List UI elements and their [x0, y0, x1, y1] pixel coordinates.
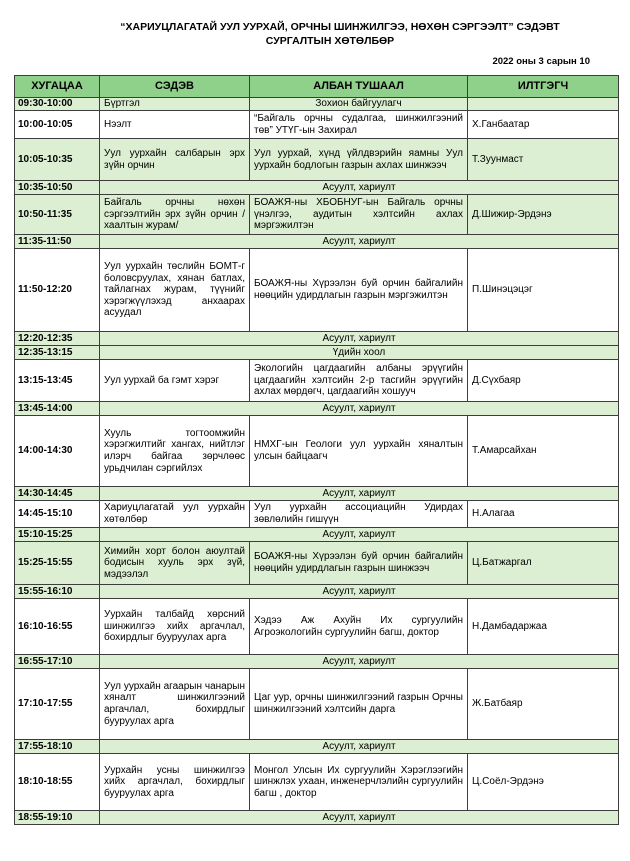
time-cell: 17:10-17:55	[15, 669, 100, 740]
break-label: Асуулт, хариулт	[100, 332, 619, 346]
position-cell: Зохион байгуулагч	[250, 98, 468, 111]
speaker-cell: Х.Ганбаатар	[468, 111, 619, 139]
speaker-cell: Ц.Батжаргал	[468, 542, 619, 585]
break-label: Асуулт, хариулт	[100, 655, 619, 669]
time-cell: 10:35-10:50	[15, 181, 100, 195]
time-cell: 14:45-15:10	[15, 501, 100, 528]
speaker-cell: Д.Шижир-Эрдэнэ	[468, 195, 619, 235]
table-header-row	[15, 76, 619, 98]
schedule-body	[15, 98, 619, 825]
time-cell: 12:35-13:15	[15, 346, 100, 360]
position-cell: Экологийн цагдаагийн албаны эрүүгийн цагдаагийн хэлтсийн 2-р тасгийн эрүүгийн ахлах мөрдөгч, цагдаагийн хошууч	[250, 360, 468, 402]
time-cell: 11:50-12:20	[15, 249, 100, 332]
schedule-break-row	[15, 740, 619, 754]
time-cell: 16:10-16:55	[15, 599, 100, 655]
schedule-break-row	[15, 585, 619, 599]
schedule-row	[15, 139, 619, 181]
topic-cell: Уул уурхайн агаарын чанарын хяналт шинжилгээний аргачлал, бохирдлыг бууруулах арга	[100, 669, 250, 740]
time-cell: 10:00-10:05	[15, 111, 100, 139]
schedule-row	[15, 501, 619, 528]
time-cell: 18:55-19:10	[15, 811, 100, 825]
schedule-row	[15, 249, 619, 332]
topic-cell: Уул уурхайн салбарын эрх зүйн орчин	[100, 139, 250, 181]
schedule-row	[15, 98, 619, 111]
schedule-break-row	[15, 235, 619, 249]
column-header-position: АЛБАН ТУШААЛ	[250, 76, 468, 98]
title-line-2: СУРГАЛТЫН ХӨТӨЛБӨР	[265, 35, 395, 47]
time-cell: 15:10-15:25	[15, 528, 100, 542]
time-cell: 14:00-14:30	[15, 416, 100, 487]
position-cell: БОАЖЯ-ны Хүрээлэн буй орчин байгалийн нөөцийн удирдлагын газрын шинжээч	[250, 542, 468, 585]
topic-cell: Хариуцлагатай уул уурхайн хөтөлбөр	[100, 501, 250, 528]
schedule-row	[15, 669, 619, 740]
time-cell: 14:30-14:45	[15, 487, 100, 501]
schedule-break-row	[15, 811, 619, 825]
topic-cell: Уурхайн талбайд хөрсний шинжилгээ хийх аргачлал, бохирдлыг бууруулах арга	[100, 599, 250, 655]
time-cell: 18:10-18:55	[15, 754, 100, 811]
schedule-break-row	[15, 528, 619, 542]
schedule-break-row	[15, 402, 619, 416]
topic-cell: Уул уурхайн төслийн БОМТ-г боловсруулах, хянан батлах, тайлагнах журам, түүнийг хэрэгжүүлэхэд анхаарах асуудал	[100, 249, 250, 332]
topic-cell: Химийн хорт болон аюултай бодисын хууль эрх зүй, мэдээлэл	[100, 542, 250, 585]
schedule-break-row	[15, 332, 619, 346]
break-label: Үдийн хоол	[100, 346, 619, 360]
break-label: Асуулт, хариулт	[100, 235, 619, 249]
position-cell: НМХГ-ын Геологи уул уурхайн хяналтын улсын байцаагч	[250, 416, 468, 487]
break-label: Асуулт, хариулт	[100, 181, 619, 195]
column-header-time: ХУГАЦАА	[15, 76, 100, 98]
topic-cell: Байгаль орчны нөхөн сэргээлтийн эрх зүйн орчин /хаалтын журам/	[100, 195, 250, 235]
speaker-cell: Ж.Батбаяр	[468, 669, 619, 740]
break-label: Асуулт, хариулт	[100, 528, 619, 542]
schedule-row	[15, 360, 619, 402]
position-cell: “Байгаль орчны судалгаа, шинжилгээний төв” УТҮГ-ын Захирал	[250, 111, 468, 139]
schedule-break-row	[15, 181, 619, 195]
break-label: Асуулт, хариулт	[100, 585, 619, 599]
position-cell: Монгол Улсын Их сургуулийн Хэрэглээгийн шинжлэх ухаан, инженерчлэлийн сургуулийн багш , доктор	[250, 754, 468, 811]
topic-cell: Уул уурхай ба гэмт хэрэг	[100, 360, 250, 402]
speaker-cell: Д.Сүхбаяр	[468, 360, 619, 402]
position-cell: БОАЖЯ-ны Хүрээлэн буй орчин байгалийн нөөцийн удирдлагын газрын мэргэжилтэн	[250, 249, 468, 332]
schedule-row	[15, 416, 619, 487]
speaker-cell: П.Шинэцэцэг	[468, 249, 619, 332]
schedule-row	[15, 542, 619, 585]
time-cell: 13:45-14:00	[15, 402, 100, 416]
speaker-cell	[468, 98, 619, 111]
speaker-cell: Н.Алагаа	[468, 501, 619, 528]
schedule-break-row	[15, 655, 619, 669]
title-line-1: “ХАРИУЦЛАГАТАЙ УУЛ УУРХАЙ, ОРЧНЫ ШИНЖИЛГЭЭ, НӨХӨН СЭРГЭЭЛТ” СЭДЭВТ	[120, 21, 560, 33]
position-cell: Хэдээ Аж Ахуйн Их сургуулийн Агроэкологийн сургуулийн багш, доктор	[250, 599, 468, 655]
topic-cell: Бүртгэл	[100, 98, 250, 111]
time-cell: 10:05-10:35	[15, 139, 100, 181]
break-label: Асуулт, хариулт	[100, 402, 619, 416]
column-header-speaker: ИЛТГЭГЧ	[468, 76, 619, 98]
schedule-row	[15, 195, 619, 235]
topic-cell: Нээлт	[100, 111, 250, 139]
schedule-table	[14, 75, 619, 825]
speaker-cell: Т.Амарсайхан	[468, 416, 619, 487]
time-cell: 15:25-15:55	[15, 542, 100, 585]
time-cell: 13:15-13:45	[15, 360, 100, 402]
time-cell: 15:55-16:10	[15, 585, 100, 599]
speaker-cell: Ц.Соёл-Эрдэнэ	[468, 754, 619, 811]
document-date: 2022 оны 3 сарын 10	[492, 56, 590, 67]
time-cell: 16:55-17:10	[15, 655, 100, 669]
topic-cell: Хууль тогтоомжийн хэрэгжилтийг хангах, нийтлэг илэрч байгаа зөрчлөөс урьдчилан сэргийлэх	[100, 416, 250, 487]
time-cell: 11:35-11:50	[15, 235, 100, 249]
position-cell: Уул уурхайн ассоциацийн Удирдах зөвлөлийн гишүүн	[250, 501, 468, 528]
break-label: Асуулт, хариулт	[100, 740, 619, 754]
time-cell: 10:50-11:35	[15, 195, 100, 235]
break-label: Асуулт, хариулт	[100, 811, 619, 825]
time-cell: 12:20-12:35	[15, 332, 100, 346]
position-cell: Уул уурхай, хүнд үйлдвэрийн яамны Уул уурхайн бодлогын газрын ахлах шинжээч	[250, 139, 468, 181]
document-title	[0, 20, 630, 48]
time-cell: 17:55-18:10	[15, 740, 100, 754]
break-label: Асуулт, хариулт	[100, 487, 619, 501]
position-cell: Цаг уур, орчны шинжилгээний газрын Орчны шинжилгээний хэлтсийн дарга	[250, 669, 468, 740]
position-cell: БОАЖЯ-ны ХБОБНУГ-ын Байгаль орчны үнэлгээ, аудитын хэлтсийн ахлах мэргэжилтэн	[250, 195, 468, 235]
speaker-cell: Т.Зуунмаст	[468, 139, 619, 181]
column-header-topic: СЭДЭВ	[100, 76, 250, 98]
time-cell: 09:30-10:00	[15, 98, 100, 111]
schedule-row	[15, 111, 619, 139]
schedule-row	[15, 599, 619, 655]
schedule-row	[15, 754, 619, 811]
schedule-break-row	[15, 487, 619, 501]
schedule-break-row	[15, 346, 619, 360]
speaker-cell: Н.Дамбадаржаа	[468, 599, 619, 655]
topic-cell: Уурхайн усны шинжилгээ хийх аргачлал, бохирдлыг бууруулах арга	[100, 754, 250, 811]
